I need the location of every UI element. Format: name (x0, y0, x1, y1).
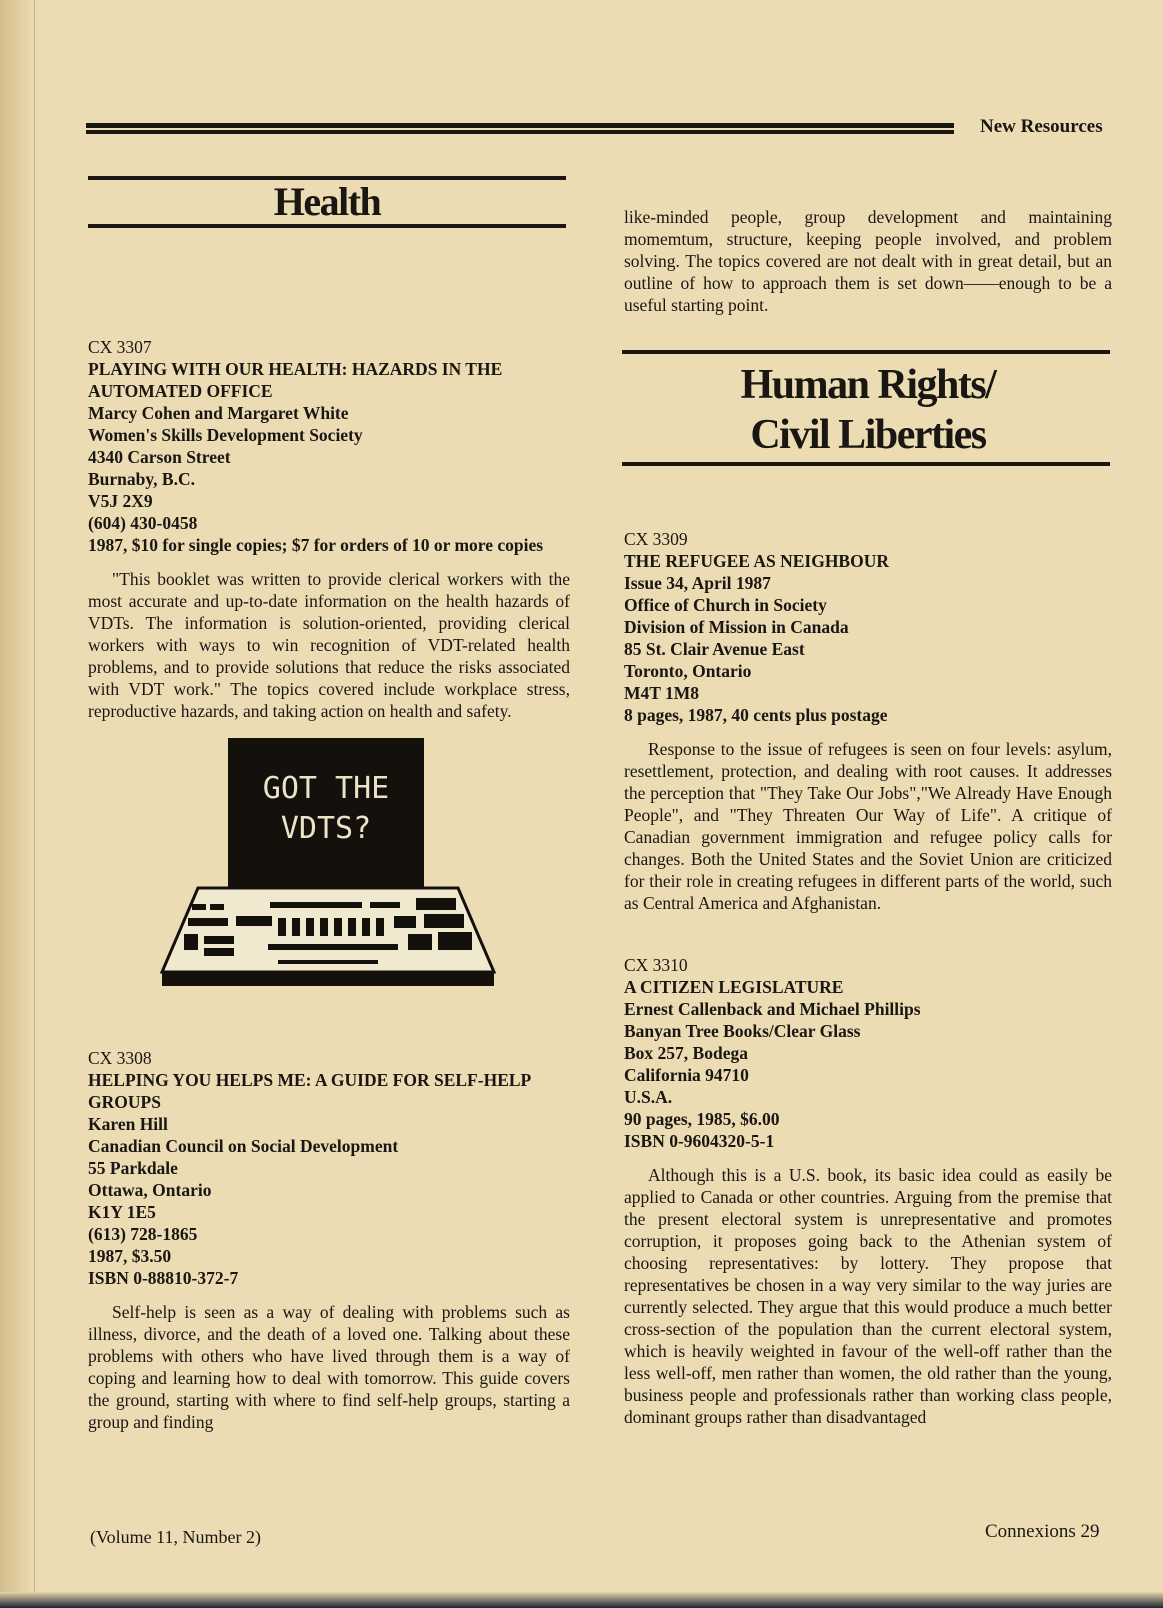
entry-issue: Issue 34, April 1987 (624, 573, 771, 593)
health-heading: Health (273, 179, 381, 224)
entry-publisher: Banyan Tree Books/Clear Glass (624, 1021, 861, 1041)
resource-entry (88, 1047, 570, 1433)
entry-title: PLAYING WITH OUR HEALTH: HAZARDS IN THE AUTOMATED OFFICE (88, 359, 503, 401)
bottom-edge (0, 1592, 1163, 1608)
entry-description: Response to the issue of refugees is seen on four levels: asylum, resettlement, protection, and dealing with root causes. It addresses the perception that "They Take Our Jobs","We Already Have Enough People", and "They Threaten Our Way of Life". A critique of Canadian government immigration and refugee policy calls for changes. Both the United States and the Soviet Union are criticized for their role in creating refugees in different parts of the world, such as Central America and Afghanistan. (624, 739, 1112, 913)
section-label: New Resources (980, 116, 1103, 137)
heading-line: Human Rights/ (740, 362, 996, 408)
entry-city: California 94710 (624, 1065, 749, 1085)
entry-postal: V5J 2X9 (88, 491, 153, 511)
header-rule (86, 123, 954, 134)
entry-city: Ottawa, Ontario (88, 1180, 212, 1200)
entry-phone: (604) 430-0458 (88, 513, 198, 533)
entry-address: 55 Parkdale (88, 1158, 178, 1178)
heading-rule (622, 462, 1110, 466)
entry-author: Ernest Callenback and Michael Phillips (624, 999, 921, 1019)
entry-code: CX 3308 (88, 1048, 152, 1068)
human-rights-heading (624, 360, 1112, 460)
entry-publisher: Women's Skills Development Society (88, 425, 363, 445)
entry-description: "This booklet was written to provide clerical workers with the most accurate and up-to-date information on the health hazards of VDTs. The information is solution-oriented, providing clerical workers with ways to win recognition of VDT-related health problems, and to provide solutions that reduce the risks associated with VDT work." The topics covered include workplace stress, reproductive hazards, and taking action on health and safety. (88, 569, 570, 721)
heading-line: Civil Liberties (750, 412, 986, 458)
page-edge (0, 0, 35, 1608)
entry-postal: M4T 1M8 (624, 683, 700, 703)
right-column (624, 206, 1112, 1428)
screen-text-line1: GOT THE (262, 771, 390, 806)
entry-city: Toronto, Ontario (624, 661, 752, 681)
entry-price: 90 pages, 1985, $6.00 (624, 1109, 780, 1129)
entry-price: 8 pages, 1987, 40 cents plus postage (624, 705, 888, 725)
vdt-illustration (88, 722, 570, 1047)
footer-page: Connexions 29 (985, 1521, 1100, 1542)
entry-title: THE REFUGEE AS NEIGHBOUR (624, 551, 889, 571)
left-column (88, 176, 570, 1433)
resource-entry (624, 954, 1112, 1428)
entry-title: A CITIZEN LEGISLATURE (624, 977, 844, 997)
entry-address: Box 257, Bodega (624, 1043, 748, 1063)
heading-rule (88, 224, 566, 228)
computer-terminal-icon (158, 738, 498, 998)
entry-code: CX 3309 (624, 529, 688, 549)
entry-price: 1987, $10 for single copies; $7 for orders of 10 or more copies (88, 535, 544, 555)
entry-author: Marcy Cohen and Margaret White (88, 403, 349, 423)
entry-publisher: Canadian Council on Social Development (88, 1136, 399, 1156)
entry-code: CX 3307 (88, 337, 152, 357)
entry-description: Self-help is seen as a way of dealing with problems such as illness, divorce, and the death of a loved one. Talking about these problems with others who have lived through them is a way of coping and learning how to deal with tomorrow. This guide covers the ground, starting with where to find self-help groups, starting a group and finding (88, 1302, 570, 1432)
continued-text: like-minded people, group development and maintaining momemtum, structure, keeping people involved, and problem solving. The topics covered are not dealt with in great detail, but an outline of how to approach them is set down——enough to be a useful starting point. (624, 207, 1112, 315)
entry-isbn: ISBN 0-88810-372-7 (88, 1268, 239, 1288)
entry-division: Division of Mission in Canada (624, 617, 849, 637)
entry-title: HELPING YOU HELPS ME: A GUIDE FOR SELF-HELP GROUPS (88, 1070, 531, 1112)
entry-author: Karen Hill (88, 1114, 168, 1134)
health-heading-block (88, 176, 570, 228)
screen-text-line2: VDTS? (280, 811, 372, 846)
entry-isbn: ISBN 0-9604320-5-1 (624, 1131, 775, 1151)
entry-country: U.S.A. (624, 1087, 673, 1107)
entry-address: 4340 Carson Street (88, 447, 231, 467)
entry-postal: K1Y 1E5 (88, 1202, 156, 1222)
entry-code: CX 3310 (624, 955, 688, 975)
resource-entry (624, 528, 1112, 914)
human-rights-heading-block (624, 350, 1112, 466)
entry-price: 1987, $3.50 (88, 1246, 172, 1266)
entry-publisher: Office of Church in Society (624, 595, 827, 615)
entry-address: 85 St. Clair Avenue East (624, 639, 805, 659)
entry-description: Although this is a U.S. book, its basic idea could as easily be applied to Canada or other countries. Arguing from the premise that the present electoral system is unrepresentative and promotes corruption, it proposes going back to the Athenian system of choosing representatives: by lottery. They propose that representatives be chosen in a way very similar to the way juries are currently selected. They argue that this would produce a much better cross-section of the population than the current electoral system, which is heavily weighted in favour of the well-off rather than the less well-off, men rather than women, the old rather than the young, business people and professionals rather than working class people, dominant groups rather than disadvantaged (624, 1165, 1112, 1427)
entry-phone: (613) 728-1865 (88, 1224, 198, 1244)
footer-volume: (Volume 11, Number 2) (90, 1527, 261, 1547)
entry-city: Burnaby, B.C. (88, 469, 195, 489)
resource-entry (88, 336, 570, 722)
heading-rule (622, 350, 1110, 354)
